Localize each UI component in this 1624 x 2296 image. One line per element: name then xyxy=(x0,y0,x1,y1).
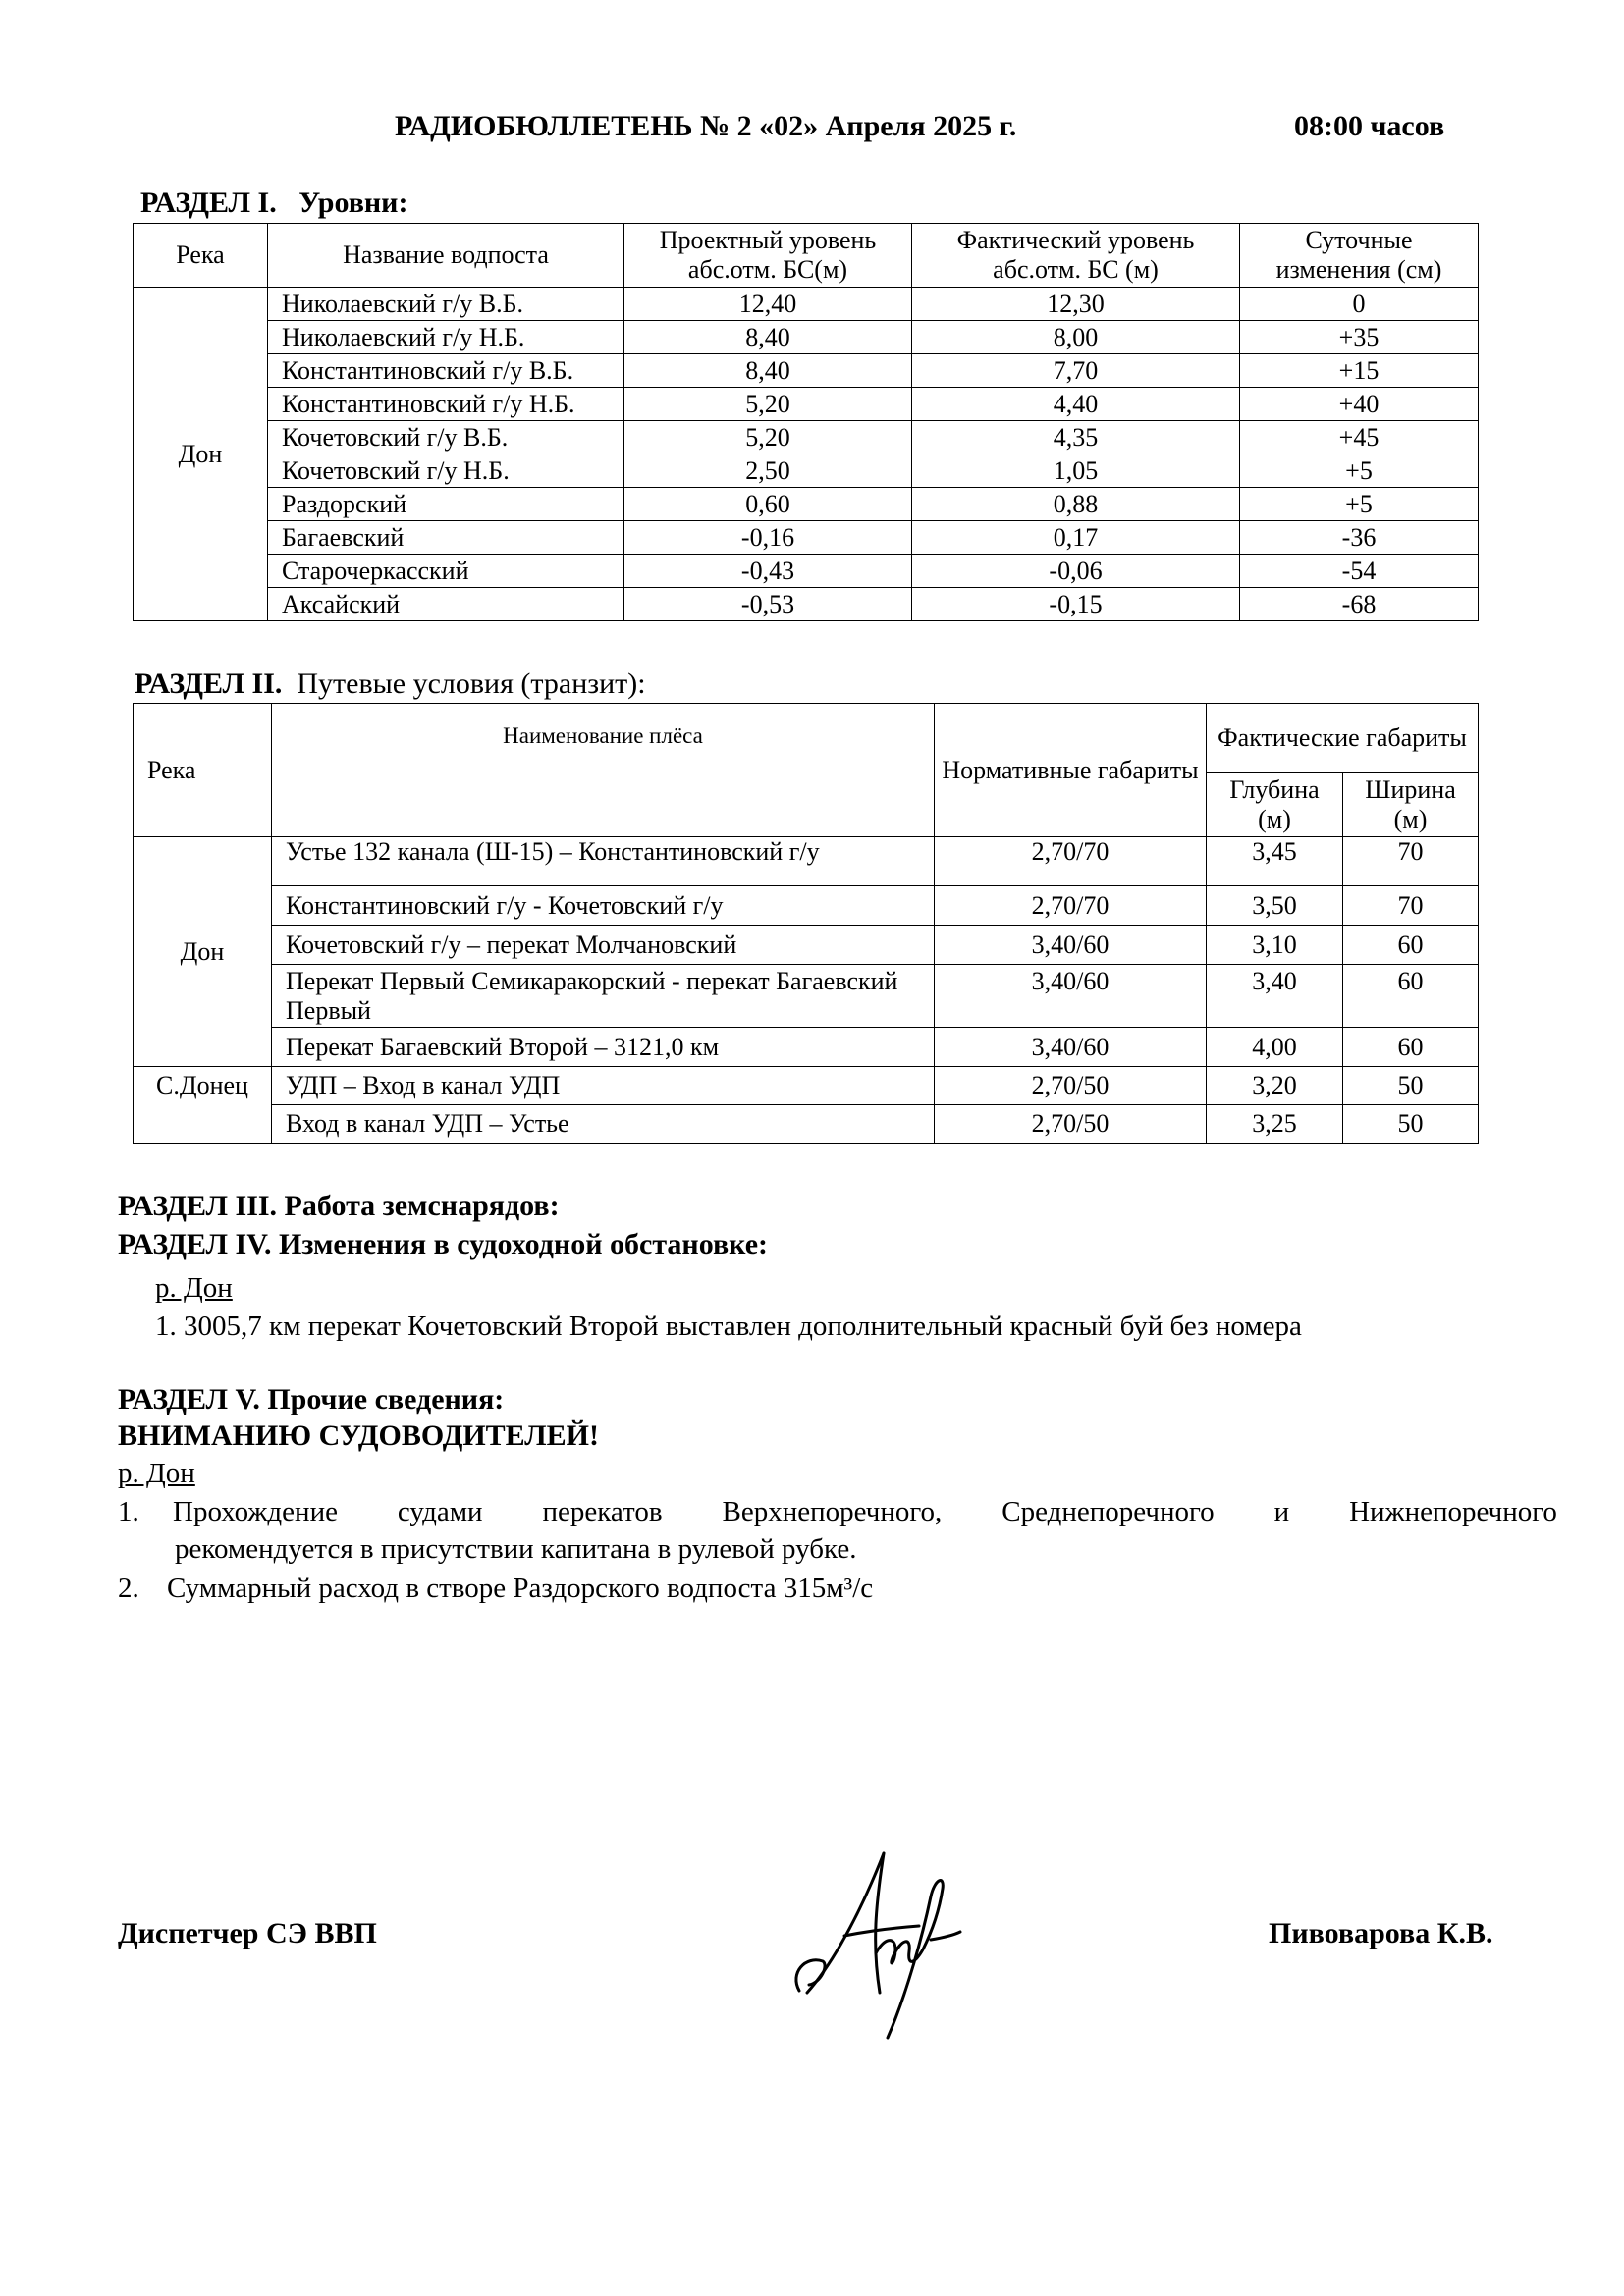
project-level: 5,20 xyxy=(624,421,912,454)
actual-depth: 3,50 xyxy=(1207,886,1343,926)
reach-name: Перекат Первый Семикаракорский - перекат Багаевский Первый xyxy=(272,965,935,1028)
post-name: Кочетовский г/у В.Б. xyxy=(268,421,624,454)
table-row xyxy=(134,886,1479,926)
transit-header-row xyxy=(134,704,1479,773)
reach-name: УДП – Вход в канал УДП xyxy=(272,1067,935,1105)
signature-image xyxy=(785,1845,982,2042)
bulletin-title: РАДИОБЮЛЛЕТЕНЬ № 2 «02» Апреля 2025 г. xyxy=(395,110,1017,142)
post-name: Константиновский г/у Н.Б. xyxy=(268,388,624,421)
actual-level: 7,70 xyxy=(912,354,1240,388)
dispatcher-position: Диспетчер СЭ ВВП xyxy=(118,1917,377,1949)
reach-name: Вход в канал УДП – Устье xyxy=(272,1105,935,1144)
table-row xyxy=(134,1067,1479,1105)
daily-change: -54 xyxy=(1240,555,1479,588)
actual-level: 1,05 xyxy=(912,454,1240,488)
transit-river-cell: С.Донец xyxy=(134,1067,272,1144)
section2-heading xyxy=(135,667,646,701)
table-row xyxy=(134,388,1479,421)
transit-river-cell: Дон xyxy=(134,837,272,1067)
reach-name: Кочетовский г/у – перекат Молчановский xyxy=(272,926,935,965)
table-row xyxy=(134,521,1479,555)
actual-level: 4,35 xyxy=(912,421,1240,454)
transit-col-depth: Глубина (м) xyxy=(1207,773,1343,837)
post-name: Раздорский xyxy=(268,488,624,521)
post-name: Аксайский xyxy=(268,588,624,621)
table-row xyxy=(134,1105,1479,1144)
levels-col-project: Проектный уровень абс.отм. БС(м) xyxy=(624,224,912,288)
section5-item-1-number: 1. xyxy=(118,1496,139,1527)
table-row xyxy=(134,837,1479,886)
post-name: Кочетовский г/у Н.Б. xyxy=(268,454,624,488)
actual-depth: 3,10 xyxy=(1207,926,1343,965)
word: судами xyxy=(397,1496,483,1527)
actual-level: 8,00 xyxy=(912,321,1240,354)
section1-number: РАЗДЕЛ I. xyxy=(140,187,277,219)
word: и xyxy=(1273,1496,1290,1527)
actual-depth: 3,45 xyxy=(1207,837,1343,886)
word: Среднепоречного xyxy=(1001,1496,1215,1527)
daily-change: +40 xyxy=(1240,388,1479,421)
section5-title: РАЗДЕЛ V. Прочие сведения: xyxy=(118,1383,505,1415)
word: перекатов xyxy=(542,1496,663,1527)
section3-title: РАЗДЕЛ III. Работа земснарядов: xyxy=(118,1190,560,1222)
normative-dims: 2,70/70 xyxy=(935,886,1207,926)
table-row xyxy=(134,1028,1479,1067)
table-row xyxy=(134,488,1479,521)
section5-item-1-line-2: рекомендуется в присутствии капитана в рулевой рубке. xyxy=(175,1533,857,1565)
section5-item-2: Суммарный расход в створе Раздорского водпоста 315м³/с xyxy=(167,1573,874,1604)
daily-change: 0 xyxy=(1240,288,1479,321)
actual-width: 60 xyxy=(1343,926,1479,965)
section2-title: Путевые условия (транзит): xyxy=(297,667,646,700)
table-row xyxy=(134,421,1479,454)
daily-change: +35 xyxy=(1240,321,1479,354)
actual-width: 70 xyxy=(1343,886,1479,926)
post-name: Николаевский г/у В.Б. xyxy=(268,288,624,321)
actual-level: 4,40 xyxy=(912,388,1240,421)
daily-change: +15 xyxy=(1240,354,1479,388)
levels-col-post: Название водпоста xyxy=(268,224,624,288)
table-row xyxy=(134,321,1479,354)
section4-item-1: 1. 3005,7 км перекат Кочетовский Второй выставлен дополнительный красный буй без номера xyxy=(155,1310,1302,1342)
levels-col-change: Суточные изменения (см) xyxy=(1240,224,1479,288)
transit-table xyxy=(133,703,1479,1144)
section4-title: РАЗДЕЛ IV. Изменения в судоходной обстановке: xyxy=(118,1228,769,1260)
normative-dims: 3,40/60 xyxy=(935,965,1207,1028)
reach-name: Устье 132 канала (Ш-15) – Константиновский г/у xyxy=(272,837,935,886)
actual-depth: 3,40 xyxy=(1207,965,1343,1028)
reach-name: Константиновский г/у - Кочетовский г/у xyxy=(272,886,935,926)
daily-change: +5 xyxy=(1240,454,1479,488)
levels-table xyxy=(133,223,1479,621)
section1-title: Уровни: xyxy=(298,187,408,219)
post-name: Николаевский г/у Н.Б. xyxy=(268,321,624,354)
project-level: -0,43 xyxy=(624,555,912,588)
dispatcher-name: Пивоварова К.В. xyxy=(1269,1917,1493,1949)
actual-level: -0,06 xyxy=(912,555,1240,588)
actual-width: 70 xyxy=(1343,837,1479,886)
actual-depth: 4,00 xyxy=(1207,1028,1343,1067)
transit-col-width: Ширина (м) xyxy=(1343,773,1479,837)
actual-level: 12,30 xyxy=(912,288,1240,321)
word: Прохождение xyxy=(173,1496,338,1527)
levels-river-cell: Дон xyxy=(134,288,268,621)
project-level: -0,16 xyxy=(624,521,912,555)
levels-col-actual: Фактический уровень абс.отм. БС (м) xyxy=(912,224,1240,288)
table-row xyxy=(134,588,1479,621)
transit-col-actual: Фактические габариты xyxy=(1207,704,1479,773)
project-level: 5,20 xyxy=(624,388,912,421)
actual-width: 50 xyxy=(1343,1067,1479,1105)
table-row xyxy=(134,454,1479,488)
daily-change: -36 xyxy=(1240,521,1479,555)
post-name: Старочеркасский xyxy=(268,555,624,588)
actual-level: 0,17 xyxy=(912,521,1240,555)
post-name: Константиновский г/у В.Б. xyxy=(268,354,624,388)
actual-level: 0,88 xyxy=(912,488,1240,521)
project-level: 8,40 xyxy=(624,321,912,354)
normative-dims: 2,70/50 xyxy=(935,1067,1207,1105)
table-row xyxy=(134,926,1479,965)
normative-dims: 3,40/60 xyxy=(935,926,1207,965)
transit-col-name: Наименование плёса xyxy=(272,704,935,837)
transit-col-river: Река xyxy=(134,704,272,837)
section5-item-1-line-1 xyxy=(173,1496,1557,1528)
actual-width: 60 xyxy=(1343,965,1479,1028)
actual-width: 50 xyxy=(1343,1105,1479,1144)
section5-river: р. Дон xyxy=(118,1458,195,1489)
word: Верхнепоречного, xyxy=(722,1496,943,1527)
section4-river: р. Дон xyxy=(155,1272,233,1304)
project-level: 12,40 xyxy=(624,288,912,321)
reach-name: Перекат Багаевский Второй – 3121,0 км xyxy=(272,1028,935,1067)
levels-header-row xyxy=(134,224,1479,288)
project-level: 2,50 xyxy=(624,454,912,488)
actual-depth: 3,25 xyxy=(1207,1105,1343,1144)
section5-item-2-number: 2. xyxy=(118,1573,139,1604)
daily-change: -68 xyxy=(1240,588,1479,621)
daily-change: +5 xyxy=(1240,488,1479,521)
table-row xyxy=(134,288,1479,321)
project-level: 8,40 xyxy=(624,354,912,388)
table-row xyxy=(134,354,1479,388)
actual-level: -0,15 xyxy=(912,588,1240,621)
transit-col-normative: Нормативные габариты xyxy=(935,704,1207,837)
section2-number: РАЗДЕЛ II. xyxy=(135,667,283,700)
actual-depth: 3,20 xyxy=(1207,1067,1343,1105)
attention-heading: ВНИМАНИЮ СУДОВОДИТЕЛЕЙ! xyxy=(118,1419,599,1452)
normative-dims: 3,40/60 xyxy=(935,1028,1207,1067)
table-row xyxy=(134,965,1479,1028)
section1-heading xyxy=(140,187,407,220)
table-row xyxy=(134,555,1479,588)
daily-change: +45 xyxy=(1240,421,1479,454)
normative-dims: 2,70/70 xyxy=(935,837,1207,886)
bulletin-time: 08:00 часов xyxy=(1294,110,1445,142)
normative-dims: 2,70/50 xyxy=(935,1105,1207,1144)
word: Нижнепоречного xyxy=(1349,1496,1557,1527)
post-name: Багаевский xyxy=(268,521,624,555)
project-level: -0,53 xyxy=(624,588,912,621)
actual-width: 60 xyxy=(1343,1028,1479,1067)
project-level: 0,60 xyxy=(624,488,912,521)
levels-col-river: Река xyxy=(134,224,268,288)
